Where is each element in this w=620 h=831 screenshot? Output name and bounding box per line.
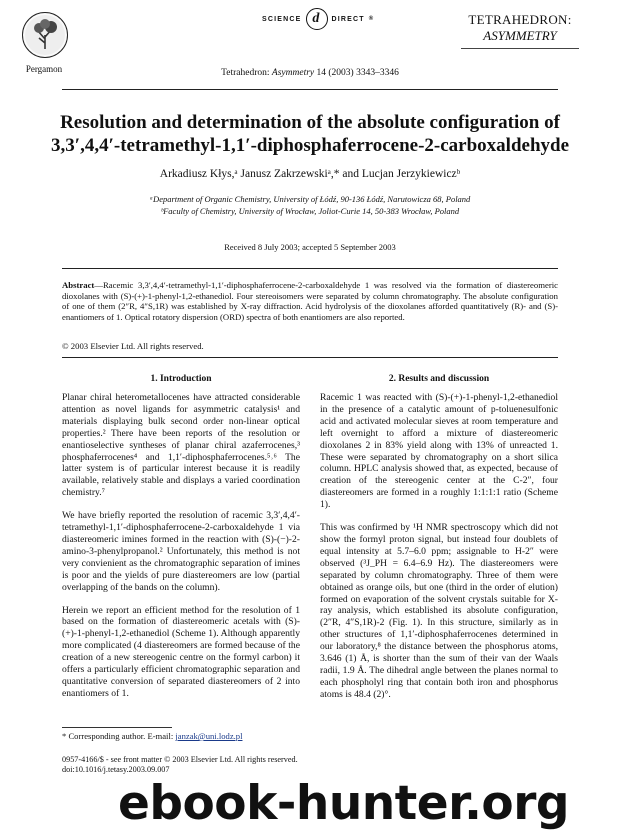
watermark: ebook-hunter.org [118, 776, 570, 831]
intro-paragraph-1: Planar chiral heterometallocenes have attracted considerable attention as novel ligands for asymmetric catalysis¹ and materials displaying bulk second order non-linear optical properties.² There have been reports of the resolution or enantioselective syntheses of planar chiral azaferrocenes,³ phosphaferrocenes⁴ and 1,1′-diphosphaferrocenes.⁵˒⁶ The latter system is of particular interest because it is readily available, relatively stable and displays a varied coordination chemistry.⁷ [62, 392, 300, 499]
section-heading-results: 2. Results and discussion [388, 374, 490, 384]
section-heading-introduction: 1. Introduction [150, 374, 212, 384]
intro-paragraph-3: Herein we report an efficient method for the resolution of 1 based on the formation of diastereomeric acetals with (S)-(+)-1-phenyl-1,2-ethanediol (Scheme 1). Although apparently more complicated (4 diastereomers are formed because of the creation of a new stereogenic centre on the formyl carbon) it offers a particularly efficient chromatographic separation and quantitative conversion of separated diastereomers of 2 into enantiomers of 1. [62, 604, 300, 699]
authors: Arkadiusz Kłys,ᵃ Janusz Zakrzewskiᵃ,* and Lucjan Jerzykiewiczᵇ [159, 168, 461, 180]
tree-emblem-icon [23, 13, 67, 57]
abstract-top-rule [62, 268, 558, 269]
doi-line: doi:10.1016/j.tetasy.2003.09.007 [62, 765, 170, 774]
abstract-bottom-rule [62, 357, 558, 358]
author-email-link[interactable]: janzak@uni.lodz.pl [175, 731, 243, 741]
journal-name-line1: TETRAHEDRON: [468, 12, 572, 27]
publisher-name: Pergamon [25, 64, 63, 74]
header-rule [62, 89, 558, 90]
journal-name-box [461, 12, 579, 49]
affiliation-b: ᵇFaculty of Chemistry, University of Wrocław, Joliot-Curie 14, 50-383 Wrocław, Poland [160, 206, 460, 216]
article-footer [62, 755, 298, 775]
affiliation-a: ᵃDepartment of Organic Chemistry, University of Łódź, 90-136 Łódź, Narutowicza 68, Poland [149, 194, 471, 204]
intro-paragraph-2: We have briefly reported the resolution of racemic 3,3′,4,4′-tetramethyl-1,1′-diphosphaferrocene-2-carboxaldehyde 1 via diastereomeric imines formed in the reaction with (S)-(−)-2-amino-3-phenylpropanol.² Unfortunately, this method is not very convienient as the chromatographic separation of imines is poor and the yields of pure diastereomers are low (partial overlapping of the bands on the column). [62, 510, 300, 593]
footnote-rule [62, 727, 172, 728]
results-paragraph-2: This was confirmed by ¹H NMR spectroscopy which did not show the formyl proton signal, but instead four doublets of equal intensity at 5.7–6.0 ppm; assignable to H-2″ were observed (³J_PH = 6.4–6.9 Hz). The diastereomers were separated by column chromatography. Three of them were obtained as orange oils, but one (third in the order of elution) formed on evaporation of the solvent crystals suitable for X-ray analysis, which established its absolute configuration, (2″R, 4″S,1R)-2 (Fig. 1). In this structure, similarly as in other structures of 1,1′-diphosphaferrocenes determined in our laboratory,⁸ the distance between the phosphorus atoms, 3.646 (1) Å, is shorter than the sum of their van der Waals radii, 1.9 Å. The dihedral angle between the planes normal to each phospholyl ring that contain both iron and phosphorus atoms is 48.4 (2)°. [320, 522, 558, 700]
corresponding-author-footnote: * Corresponding author. E-mail: janzak@uni.lodz.pl [62, 731, 243, 741]
journal-citation: Tetrahedron: Asymmetry 14 (2003) 3343–3346 [221, 68, 399, 78]
left-column-body [62, 392, 300, 711]
abstract-text: —Racemic 3,3′,4,4′-tetramethyl-1,1′-diphosphaferrocene-2-carboxaldehyde 1 was resolved via the formation of diastereomeric dioxolanes with (S)-(+)-1-phenyl-1,2-ethanediol. Four stereoisomers were separated by column chromatography. The absolute configuration of one of them (2″R, 4″S,1R) was established by X-ray diffraction. Acid hydrolysis of the dioxolanes afforded quantitatively (R)- and (S)-enantiomers of 1. Optical rotatory dispersion (ORD) spectra of both enantiomers are also reported. [62, 280, 558, 322]
results-paragraph-1: Racemic 1 was reacted with (S)-(+)-1-phenyl-1,2-ethanediol in the presence of a catalytic amount of p-toluenesulfonic acid and activated molecular sieves at room temperature and left overnight to afford a mixture of diastereomeric dioxolanes 2 in 83% yield along with 13% of unreacted 1. These were separated by chromatography on a short silica column. HPLC analysis showed that, as expected, because of creation of the stereogenic center at the C-2″, four diastereomers are formed in a roughly 1:1:1:1 ratio (Scheme 1). [320, 392, 558, 511]
abstract-label: Abstract [62, 280, 95, 290]
abstract [62, 280, 558, 322]
right-column-body [320, 392, 558, 712]
publisher-logo-emblem [22, 12, 68, 58]
issn-line: 0957-4166/$ - see front matter © 2003 Elsevier Ltd. All rights reserved. [62, 755, 298, 764]
journal-name-line2: ASYMMETRY [483, 28, 557, 43]
sciencedirect-d-icon: d [306, 8, 328, 30]
abstract-copyright: © 2003 Elsevier Ltd. All rights reserved. [62, 341, 204, 351]
article-title: Resolution and determination of the absolute configuration of 3,3′,4,4′-tetramethyl-1,1′-diphosphaferrocene-2-carboxaldehyde [50, 112, 570, 156]
sciencedirect-logo: SCIENCE d DIRECT ® [262, 8, 380, 30]
received-dates: Received 8 July 2003; accepted 5 September 2003 [224, 242, 396, 252]
